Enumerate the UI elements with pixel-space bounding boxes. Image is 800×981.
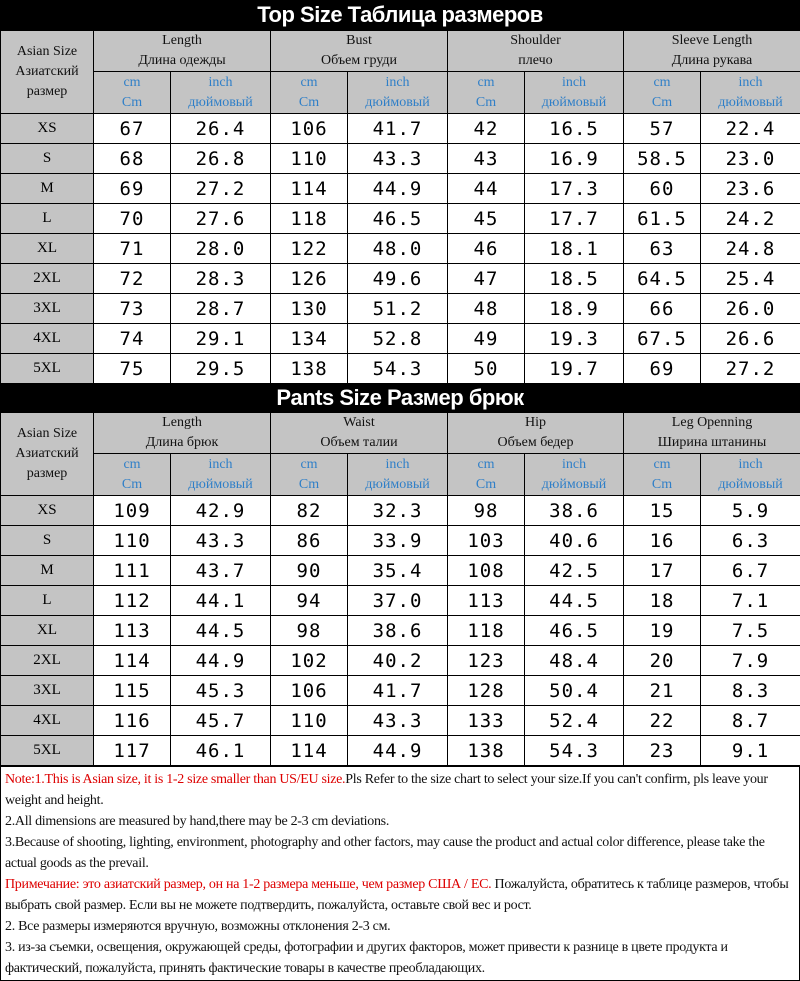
group-header (624, 31, 800, 72)
size-label: 3XL (1, 676, 94, 706)
value-cell: 7.9 (701, 646, 800, 676)
value-cell: 69 (624, 354, 701, 384)
note-2: 2.All dimensions are measured by hand,there may be 2-3 cm deviations. (5, 814, 389, 829)
unit-inch (525, 454, 624, 496)
value-cell: 44.5 (525, 586, 624, 616)
value-cell: 19 (624, 616, 701, 646)
unit-inch (171, 72, 271, 114)
value-cell: 45.7 (171, 706, 271, 736)
value-cell: 126 (271, 264, 348, 294)
group-header-en: Length (94, 413, 270, 433)
value-cell: 75 (94, 354, 171, 384)
value-cell: 49 (448, 324, 525, 354)
value-cell: 114 (94, 646, 171, 676)
unit-cm-label: cm (448, 455, 524, 475)
value-cell: 43.3 (348, 706, 448, 736)
value-cell: 73 (94, 294, 171, 324)
unit-cm-label-alt: Cm (624, 93, 700, 113)
value-cell: 52.8 (348, 324, 448, 354)
size-header-line: Азиатский (1, 62, 93, 82)
unit-cm (271, 72, 348, 114)
group-header-ru: Ширина штанины (624, 433, 800, 453)
unit-inch-label-ru: дюймовый (525, 93, 623, 113)
value-cell: 28.3 (171, 264, 271, 294)
size-label: 5XL (1, 354, 94, 384)
value-cell: 19.7 (525, 354, 624, 384)
value-cell: 35.4 (348, 556, 448, 586)
value-cell: 69 (94, 174, 171, 204)
unit-cm-label-alt: Cm (271, 93, 347, 113)
table-row (1, 706, 800, 736)
table-row (1, 354, 800, 384)
value-cell: 108 (448, 556, 525, 586)
unit-inch (171, 454, 271, 496)
unit-inch-label: inch (525, 73, 623, 93)
size-label: 4XL (1, 324, 94, 354)
unit-cm-label: cm (271, 455, 347, 475)
value-cell: 114 (271, 174, 348, 204)
value-cell: 33.9 (348, 526, 448, 556)
value-cell: 67.5 (624, 324, 701, 354)
group-header (271, 413, 448, 454)
note-ru-3: 3. из-за съемки, освещения, окружающей среды, фотографии и других факторов, может привести к разнице в цвете продукта и фактический, пожалуйста, принять фактические товары в качестве преобладающих. (5, 940, 728, 976)
unit-cm (448, 72, 525, 114)
note-ru-1-warning: Примечание: это азиатский размер, он на 1-2 размера меньше, чем размер США / ЕС. (5, 877, 491, 892)
unit-cm (624, 454, 701, 496)
unit-cm (94, 454, 171, 496)
value-cell: 18.1 (525, 234, 624, 264)
group-header-en: Sleeve Length (624, 31, 800, 51)
value-cell: 46.1 (171, 736, 271, 766)
value-cell: 27.2 (171, 174, 271, 204)
value-cell: 27.6 (171, 204, 271, 234)
table-row (1, 586, 800, 616)
value-cell: 58.5 (624, 144, 701, 174)
unit-inch (701, 454, 800, 496)
unit-inch-label-ru: дюймовый (171, 475, 270, 495)
value-cell: 29.1 (171, 324, 271, 354)
value-cell: 64.5 (624, 264, 701, 294)
value-cell: 45.3 (171, 676, 271, 706)
unit-inch-label: inch (701, 455, 800, 475)
value-cell: 46.5 (348, 204, 448, 234)
value-cell: 26.6 (701, 324, 800, 354)
value-cell: 111 (94, 556, 171, 586)
size-label: 5XL (1, 736, 94, 766)
value-cell: 37.0 (348, 586, 448, 616)
table-row (1, 144, 800, 174)
value-cell: 8.7 (701, 706, 800, 736)
table-row (1, 616, 800, 646)
size-label: M (1, 174, 94, 204)
unit-cm-label: cm (94, 73, 170, 93)
size-label: S (1, 526, 94, 556)
value-cell: 118 (448, 616, 525, 646)
value-cell: 123 (448, 646, 525, 676)
value-cell: 49.6 (348, 264, 448, 294)
size-label: L (1, 204, 94, 234)
value-cell: 23.0 (701, 144, 800, 174)
unit-cm-label-alt: Cm (94, 475, 170, 495)
value-cell: 16 (624, 526, 701, 556)
group-header (624, 413, 800, 454)
value-cell: 26.0 (701, 294, 800, 324)
value-cell: 46.5 (525, 616, 624, 646)
value-cell: 98 (271, 616, 348, 646)
value-cell: 113 (448, 586, 525, 616)
value-cell: 51.2 (348, 294, 448, 324)
value-cell: 43.3 (348, 144, 448, 174)
table-row (1, 234, 800, 264)
group-header-ru: плечо (448, 51, 623, 71)
size-header (1, 31, 94, 114)
group-header-ru: Длина брюк (94, 433, 270, 453)
value-cell: 17.3 (525, 174, 624, 204)
value-cell: 16.5 (525, 114, 624, 144)
group-header-ru: Длина одежды (94, 51, 270, 71)
value-cell: 86 (271, 526, 348, 556)
group-header (94, 31, 271, 72)
value-cell: 122 (271, 234, 348, 264)
value-cell: 17 (624, 556, 701, 586)
value-cell: 25.4 (701, 264, 800, 294)
group-header-en: Length (94, 31, 270, 51)
group-header (94, 413, 271, 454)
unit-inch (701, 72, 800, 114)
unit-cm-label: cm (448, 73, 524, 93)
value-cell: 40.2 (348, 646, 448, 676)
group-header-ru: Длина рукава (624, 51, 800, 71)
value-cell: 118 (271, 204, 348, 234)
table-row (1, 496, 800, 526)
value-cell: 74 (94, 324, 171, 354)
value-cell: 18 (624, 586, 701, 616)
value-cell: 110 (94, 526, 171, 556)
size-header-line: размер (1, 82, 93, 102)
value-cell: 43.3 (171, 526, 271, 556)
size-label: 3XL (1, 294, 94, 324)
value-cell: 16.9 (525, 144, 624, 174)
table-row (1, 294, 800, 324)
table-row (1, 526, 800, 556)
size-label: 4XL (1, 706, 94, 736)
value-cell: 133 (448, 706, 525, 736)
unit-inch-label: inch (348, 455, 447, 475)
size-header (1, 413, 94, 496)
unit-cm (94, 72, 171, 114)
unit-cm-label: cm (624, 73, 700, 93)
unit-inch (525, 72, 624, 114)
value-cell: 20 (624, 646, 701, 676)
value-cell: 41.7 (348, 676, 448, 706)
size-label: XS (1, 496, 94, 526)
top-size-table (0, 30, 800, 384)
table-row (1, 676, 800, 706)
value-cell: 72 (94, 264, 171, 294)
value-cell: 42.9 (171, 496, 271, 526)
value-cell: 44.9 (171, 646, 271, 676)
unit-cm-label-alt: Cm (624, 475, 700, 495)
group-header-en: Leg Openning (624, 413, 800, 433)
size-label: XS (1, 114, 94, 144)
size-label: M (1, 556, 94, 586)
value-cell: 43.7 (171, 556, 271, 586)
value-cell: 42 (448, 114, 525, 144)
group-header (271, 31, 448, 72)
value-cell: 102 (271, 646, 348, 676)
value-cell: 66 (624, 294, 701, 324)
value-cell: 57 (624, 114, 701, 144)
value-cell: 45 (448, 204, 525, 234)
note-ru-1: Пожалуйста, обратитесь к таблице размеров, чтобы выбрать свой размер. Если вы не можете подтвердить, пожалуйста, оставьте свой вес и рост. (5, 877, 788, 913)
value-cell: 61.5 (624, 204, 701, 234)
value-cell: 112 (94, 586, 171, 616)
group-header-en: Waist (271, 413, 447, 433)
value-cell: 138 (271, 354, 348, 384)
value-cell: 110 (271, 706, 348, 736)
value-cell: 134 (271, 324, 348, 354)
value-cell: 44 (448, 174, 525, 204)
value-cell: 82 (271, 496, 348, 526)
value-cell: 9.1 (701, 736, 800, 766)
value-cell: 32.3 (348, 496, 448, 526)
size-label: 2XL (1, 264, 94, 294)
value-cell: 50.4 (525, 676, 624, 706)
value-cell: 21 (624, 676, 701, 706)
value-cell: 15 (624, 496, 701, 526)
value-cell: 44.9 (348, 736, 448, 766)
unit-inch-label: inch (701, 73, 800, 93)
size-header-line: Asian Size (1, 42, 93, 62)
value-cell: 28.0 (171, 234, 271, 264)
unit-inch-label-ru: дюймовый (348, 93, 447, 113)
table-row (1, 736, 800, 766)
unit-inch-label: inch (348, 73, 447, 93)
value-cell: 98 (448, 496, 525, 526)
value-cell: 42.5 (525, 556, 624, 586)
value-cell: 113 (94, 616, 171, 646)
value-cell: 115 (94, 676, 171, 706)
value-cell: 6.7 (701, 556, 800, 586)
size-label: XL (1, 616, 94, 646)
value-cell: 38.6 (348, 616, 448, 646)
value-cell: 44.5 (171, 616, 271, 646)
value-cell: 114 (271, 736, 348, 766)
group-header (448, 31, 624, 72)
value-cell: 6.3 (701, 526, 800, 556)
value-cell: 26.4 (171, 114, 271, 144)
value-cell: 46 (448, 234, 525, 264)
size-label: XL (1, 234, 94, 264)
value-cell: 7.5 (701, 616, 800, 646)
value-cell: 63 (624, 234, 701, 264)
value-cell: 27.2 (701, 354, 800, 384)
unit-cm-label-alt: Cm (448, 475, 524, 495)
unit-cm-label: cm (624, 455, 700, 475)
value-cell: 94 (271, 586, 348, 616)
value-cell: 116 (94, 706, 171, 736)
value-cell: 117 (94, 736, 171, 766)
notes (0, 766, 800, 981)
group-header-ru: Объем талии (271, 433, 447, 453)
value-cell: 109 (94, 496, 171, 526)
size-label: 2XL (1, 646, 94, 676)
value-cell: 22.4 (701, 114, 800, 144)
value-cell: 60 (624, 174, 701, 204)
group-header-en: Shoulder (448, 31, 623, 51)
unit-inch-label: inch (171, 73, 270, 93)
table-row (1, 556, 800, 586)
value-cell: 106 (271, 114, 348, 144)
value-cell: 44.9 (348, 174, 448, 204)
value-cell: 138 (448, 736, 525, 766)
unit-inch-label-ru: дюймовый (348, 475, 447, 495)
value-cell: 28.7 (171, 294, 271, 324)
value-cell: 54.3 (348, 354, 448, 384)
table-row (1, 114, 800, 144)
size-header-line: Asian Size (1, 424, 93, 444)
value-cell: 130 (271, 294, 348, 324)
value-cell: 24.8 (701, 234, 800, 264)
unit-cm-label: cm (94, 455, 170, 475)
note-1: Pls Refer to the size chart to select your size.If you can't confirm, pls leave your weight and height. (5, 772, 768, 808)
unit-inch-label-ru: дюймовый (701, 93, 800, 113)
value-cell: 18.9 (525, 294, 624, 324)
group-header-en: Bust (271, 31, 447, 51)
unit-cm (448, 454, 525, 496)
value-cell: 128 (448, 676, 525, 706)
value-cell: 48.4 (525, 646, 624, 676)
table-row (1, 264, 800, 294)
pants-size-table (0, 412, 800, 766)
unit-inch (348, 454, 448, 496)
value-cell: 67 (94, 114, 171, 144)
value-cell: 41.7 (348, 114, 448, 144)
value-cell: 18.5 (525, 264, 624, 294)
unit-inch-label: inch (171, 455, 270, 475)
note-1-warning: Note:1.This is Asian size, it is 1-2 size smaller than US/EU size. (5, 772, 345, 787)
value-cell: 68 (94, 144, 171, 174)
value-cell: 47 (448, 264, 525, 294)
value-cell: 38.6 (525, 496, 624, 526)
size-header-line: размер (1, 464, 93, 484)
value-cell: 71 (94, 234, 171, 264)
unit-cm (624, 72, 701, 114)
value-cell: 106 (271, 676, 348, 706)
group-header-ru: Объем бедер (448, 433, 623, 453)
value-cell: 50 (448, 354, 525, 384)
unit-cm-label-alt: Cm (94, 93, 170, 113)
value-cell: 19.3 (525, 324, 624, 354)
group-header-ru: Объем груди (271, 51, 447, 71)
value-cell: 52.4 (525, 706, 624, 736)
unit-cm-label-alt: Cm (271, 475, 347, 495)
unit-cm (271, 454, 348, 496)
value-cell: 90 (271, 556, 348, 586)
size-label: S (1, 144, 94, 174)
unit-inch-label-ru: дюймовый (171, 93, 270, 113)
size-label: L (1, 586, 94, 616)
value-cell: 17.7 (525, 204, 624, 234)
value-cell: 110 (271, 144, 348, 174)
table-row (1, 174, 800, 204)
value-cell: 48 (448, 294, 525, 324)
size-header-line: Азиатский (1, 444, 93, 464)
table-row (1, 204, 800, 234)
note-3: 3.Because of shooting, lighting, environment, photography and other factors, may cause the product and actual color difference, please take the actual goods as the prevail. (5, 835, 765, 871)
unit-inch-label-ru: дюймовый (701, 475, 800, 495)
table-row (1, 646, 800, 676)
unit-inch-label: inch (525, 455, 623, 475)
value-cell: 8.3 (701, 676, 800, 706)
value-cell: 103 (448, 526, 525, 556)
unit-inch (348, 72, 448, 114)
group-header-en: Hip (448, 413, 623, 433)
value-cell: 44.1 (171, 586, 271, 616)
unit-inch-label-ru: дюймовый (525, 475, 623, 495)
value-cell: 40.6 (525, 526, 624, 556)
value-cell: 5.9 (701, 496, 800, 526)
top-size-title: Top Size Таблица размеров (0, 0, 800, 30)
pants-size-title: Pants Size Размер брюк (0, 384, 800, 412)
value-cell: 23.6 (701, 174, 800, 204)
value-cell: 23 (624, 736, 701, 766)
value-cell: 26.8 (171, 144, 271, 174)
value-cell: 70 (94, 204, 171, 234)
value-cell: 43 (448, 144, 525, 174)
value-cell: 54.3 (525, 736, 624, 766)
value-cell: 22 (624, 706, 701, 736)
unit-cm-label-alt: Cm (448, 93, 524, 113)
table-row (1, 324, 800, 354)
value-cell: 48.0 (348, 234, 448, 264)
group-header (448, 413, 624, 454)
note-ru-2: 2. Все размеры измеряются вручную, возможны отклонения 2-3 см. (5, 919, 390, 934)
unit-cm-label: cm (271, 73, 347, 93)
value-cell: 24.2 (701, 204, 800, 234)
value-cell: 29.5 (171, 354, 271, 384)
value-cell: 7.1 (701, 586, 800, 616)
